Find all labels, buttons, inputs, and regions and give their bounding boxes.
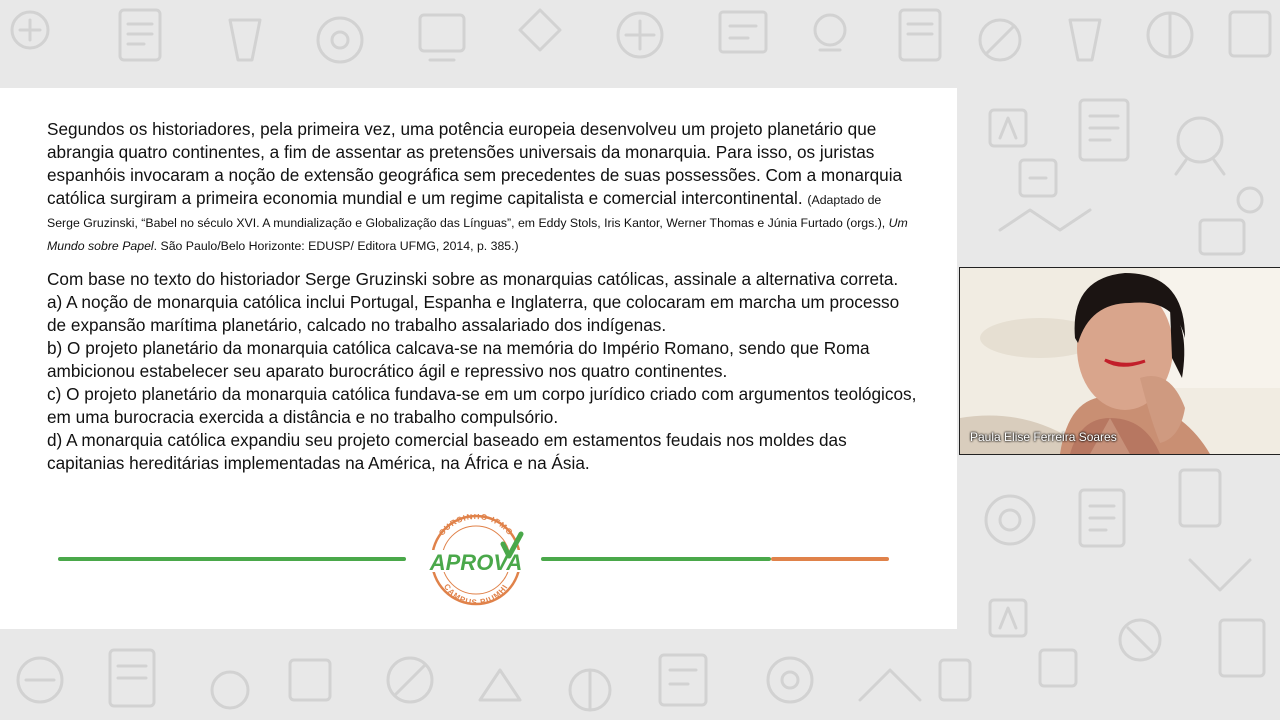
logo-wordmark-v: V	[493, 550, 507, 575]
option-b: b) O projeto planetário da monarquia católica calcava-se na memória do Império Romano, sendo que Roma ambicionou estabelecer seu aparato burocrático ágil e repressivo nos quatro continentes.	[47, 338, 870, 381]
question-prompt: Com base no texto do historiador Serge Gruzinski sobre as monarquias católicas, assinale a alternativa correta.	[47, 269, 899, 289]
source-paragraph	[47, 118, 917, 256]
option-a: a) A noção de monarquia católica inclui Portugal, Espanha e Inglaterra, que colocaram em marcha um processo de expansão marítima planetário, calcado no trabalho assalariado dos indígenas.	[47, 292, 900, 335]
footer-line-right-orange	[771, 557, 889, 561]
slide-text	[47, 118, 917, 475]
aprova-logo	[417, 514, 535, 606]
participant-name-label: Paula Elise Ferreira Soares	[970, 430, 1117, 444]
logo-arc-top-text: CURSINHO IFMG	[437, 514, 515, 538]
presentation-slide	[0, 88, 957, 629]
citation-text-2: . São Paulo/Belo Horizonte: EDUSP/ Editora UFMG, 2014, p. 385.)	[153, 239, 519, 253]
logo-wordmark-post: A	[506, 550, 523, 575]
logo-arc-bottom-text: CAMPUS PIUMHI	[442, 582, 510, 606]
citation-book-title: Um Mundo sobre Papel	[47, 216, 908, 253]
logo-wordmark-pre: APRO	[429, 550, 494, 575]
option-c: c) O projeto planetário da monarquia católica fundava-se em um corpo jurídico criado com argumentos teológicos, em uma burocracia exercida a distância e no trabalho compulsório.	[47, 384, 917, 427]
participant-video-tile[interactable]	[959, 267, 1280, 455]
footer-line-left	[58, 557, 406, 561]
option-d: d) A monarquia católica expandiu seu projeto comercial baseado em estamentos feudais nos moldes das capitanias hereditárias implementadas na América, na África e na Ásia.	[47, 430, 847, 473]
source-text: Segundos os historiadores, pela primeira vez, uma potência europeia desenvolveu um projeto planetário que abrangia quatro continentes, a fim de assentar as pretensões universais da monarquia. Para isso, os juristas espanhóis invocaram a noção de extensão geográfica sem precedentes de suas possessões. Com a monarquia católica surgiram a primeira economia mundial e um regime capitalista e comercial intercontinental.	[47, 119, 903, 208]
participant-video-feed	[960, 268, 1280, 454]
footer-line-right-green	[541, 557, 771, 561]
citation-text-1: (Adaptado de Serge Gruzinski, “Babel no século XVI. A mundialização e Globalização das Línguas”, em Eddy Stols, Iris Kantor, Werner Thomas e Júnia Furtado (orgs.),	[47, 193, 889, 230]
